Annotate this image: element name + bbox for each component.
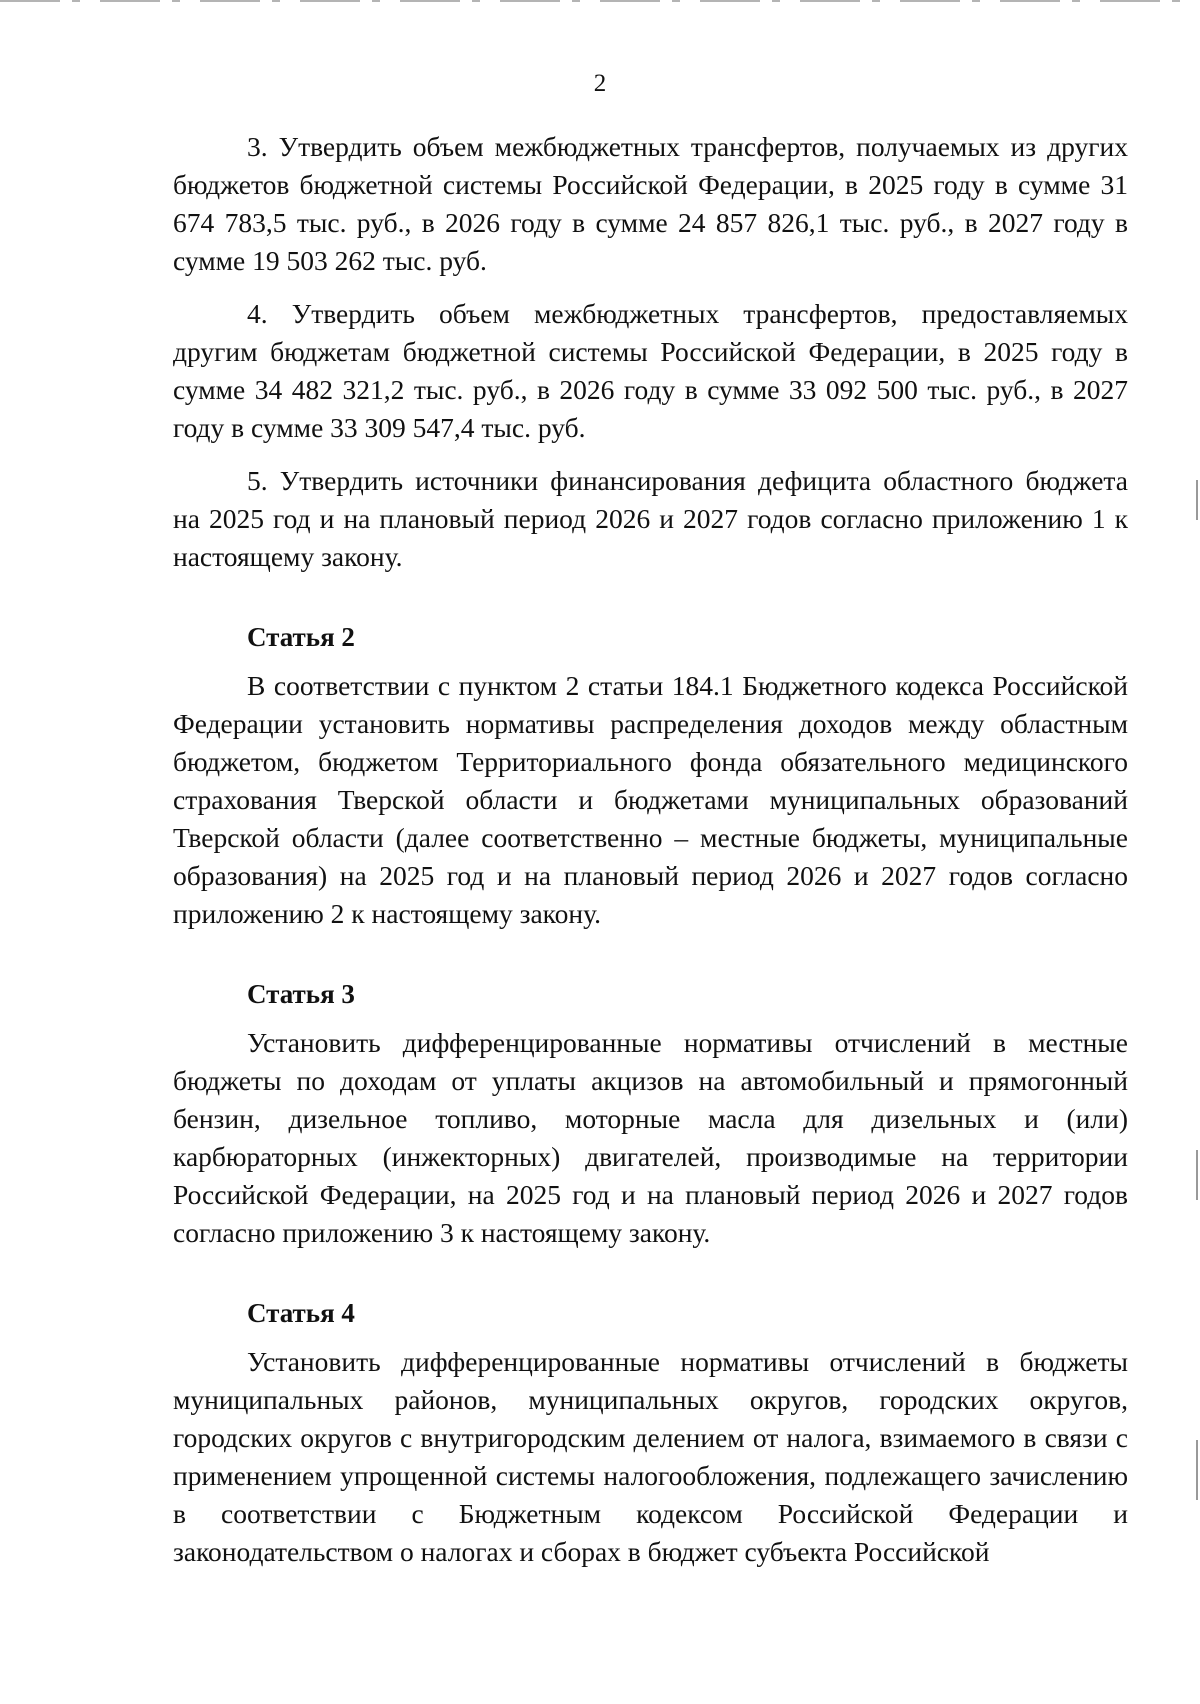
article-3-text: Установить дифференцированные нормативы отчислений в местные бюджеты по доходам от уплаты акцизов на автомобильный и прямогонный бензин, дизельное топливо, моторные масла для дизельных и (или) карбюраторных (инжекторных) двигателей, производимые на территории Российской Федерации, на 2025 год и на плановый период 2026 и 2027 годов согласно приложению 3 к настоящему закону.: [173, 1027, 1128, 1248]
paragraph-item-3: 3. Утвердить объем межбюджетных трансфертов, получаемых из других бюджетов бюджетной системы Российской Федерации, в 2025 году в сумме 31 674 783,5 тыс. руб., в 2026 году в сумме 24 857 826,1 тыс. руб., в 2027 году в сумме 19 503 262 тыс. руб.: [173, 131, 1128, 276]
scan-edge-right-mark: [1196, 480, 1198, 520]
scan-edge-top: [0, 0, 1200, 2]
document-body: [173, 128, 1128, 1586]
article-heading-2: Статья 2: [247, 622, 355, 652]
paragraph-item-5: 5. Утвердить источники финансирования дефицита областного бюджета на 2025 год и на плановый период 2026 и 2027 годов согласно приложению 1 к настоящему закону.: [173, 465, 1128, 572]
article-4-text: Установить дифференцированные нормативы отчислений в бюджеты муниципальных районов, муниципальных округов, городских округов, городских округов с внутригородским делением от налога, взимаемого в связи с применением упрощенной системы налогообложения, подлежащего зачислению в соответствии с Бюджетным кодексом Российской Федерации и законодательством о налогах и сборах в бюджет субъекта Российской: [173, 1346, 1128, 1567]
article-heading-3: Статья 3: [247, 979, 355, 1009]
article-heading-4: Статья 4: [247, 1298, 355, 1328]
article-2-text: В соответствии с пунктом 2 статьи 184.1 Бюджетного кодекса Российской Федерации установить нормативы распределения доходов между областным бюджетом, бюджетом Территориального фонда обязательного медицинского страхования Тверской области и бюджетами муниципальных образований Тверской области (далее соответственно – местные бюджеты, муниципальные образования) на 2025 год и на плановый период 2026 и 2027 годов согласно приложению 2 к настоящему закону.: [173, 670, 1128, 929]
paragraph-item-4: 4. Утвердить объем межбюджетных трансфертов, предоставляемых другим бюджетам бюджетной системы Российской Федерации, в 2025 году в сумме 34 482 321,2 тыс. руб., в 2026 году в сумме 33 092 500 тыс. руб., в 2027 году в сумме 33 309 547,4 тыс. руб.: [173, 298, 1128, 443]
page-number: 2: [593, 70, 607, 97]
scan-edge-right-mark: [1196, 1150, 1198, 1200]
scan-edge-right-mark: [1196, 1440, 1198, 1500]
